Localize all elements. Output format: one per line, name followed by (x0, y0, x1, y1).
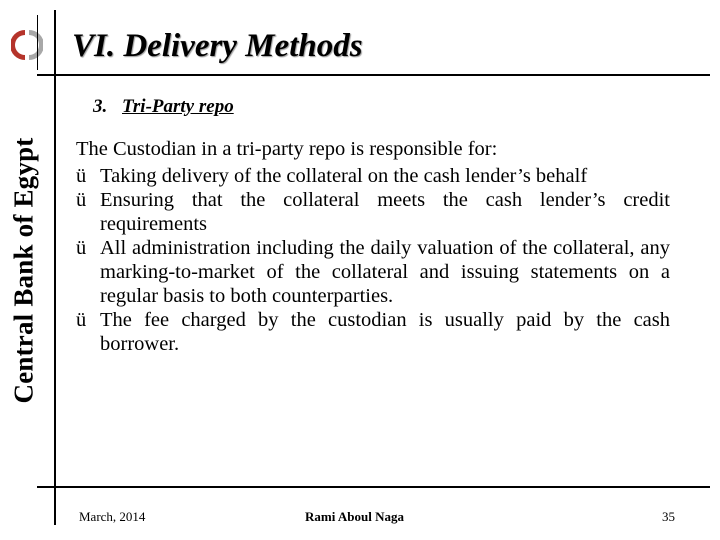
section-title: Tri-Party repo (122, 96, 234, 117)
list-item (76, 236, 670, 308)
footer-author: Rami Aboul Naga (305, 509, 404, 524)
list-item-text: Taking delivery of the collateral on the cash lender’s behalf (100, 165, 588, 187)
list-item-text: Ensuring that the collateral meets the cash lender’s credit requirements (100, 189, 670, 235)
responsibility-list (76, 164, 670, 356)
header-divider (37, 74, 710, 76)
footer-divider (37, 486, 710, 488)
organization-name: Central Bank of Egypt (8, 137, 39, 404)
checkmark-icon: ü (76, 237, 87, 259)
intro-text: The Custodian in a tri-party repo is responsible for: (76, 138, 498, 160)
page-number: 35 (662, 509, 675, 524)
bank-logo-icon (11, 28, 43, 62)
sidebar-organization (2, 78, 46, 463)
logo-divider (37, 15, 38, 70)
list-item (76, 188, 670, 236)
list-item-text: The fee charged by the custodian is usually paid by the cash borrower. (100, 309, 670, 355)
list-item (76, 308, 670, 356)
checkmark-icon: ü (76, 165, 87, 187)
list-item-text: All administration including the daily valuation of the collateral, any marking-to-market of the collateral and issuing statements on a regular basis to both counterparties. (100, 237, 670, 307)
checkmark-icon: ü (76, 189, 87, 211)
checkmark-icon: ü (76, 309, 87, 331)
list-item (76, 164, 670, 188)
page-title: VI. Delivery Methods (72, 28, 363, 64)
section-number: 3. (93, 96, 108, 117)
section-heading (93, 96, 234, 118)
left-divider (54, 10, 56, 525)
footer-date: March, 2014 (79, 509, 146, 524)
